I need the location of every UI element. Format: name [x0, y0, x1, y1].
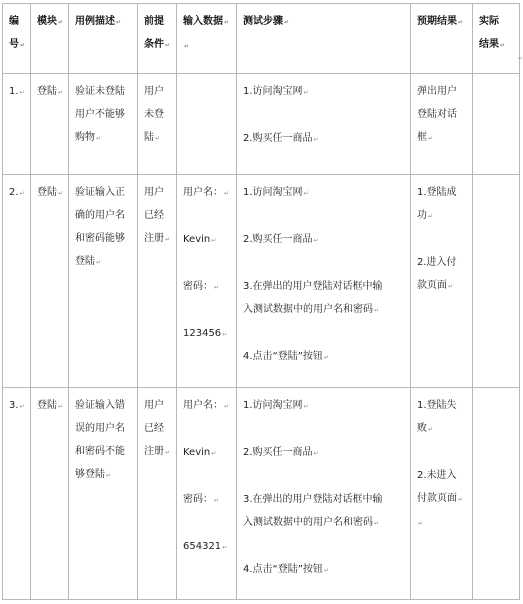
cell-desc: 验证未登陆 用户不能够 购物↵ — [69, 74, 138, 175]
cell-module: 登陆↵ — [31, 388, 69, 600]
cell-steps: 1.访问淘宝网↵ 2.购买任一商品↵ — [237, 74, 411, 175]
cell-module: 登陆↵ — [31, 74, 69, 175]
cell-precondition: 用户 已经 注册↵ — [138, 388, 177, 600]
header-steps: 测试步骤↵ — [237, 4, 411, 74]
cell-no: 2.↵ — [3, 175, 31, 388]
header-module: 模块↵ — [31, 4, 69, 74]
row-end-mark: ↵ — [517, 55, 523, 62]
header-row — [3, 4, 520, 74]
table-row — [3, 175, 520, 388]
cell-input: 用户名：↵ Kevin↵ 密码：↵ 654321↵ — [177, 388, 237, 600]
header-no-line: 号↵ — [9, 39, 26, 50]
cell-expected: 1.登陆成 功↵ 2.进入付 款页面↵ — [411, 175, 473, 388]
cell-actual — [473, 388, 520, 600]
cell-steps: 1.访问淘宝网↵ 2.购买任一商品↵ 3.在弹出的用户登陆对话框中输 入测试数据中的用户名和密码↵ 4.点击“登陆”按钮↵ — [237, 175, 411, 388]
table-row — [3, 74, 520, 175]
cell-expected: 弹出用户 登陆对话 框↵ — [411, 74, 473, 175]
cell-expected: 1.登陆失 败↵ 2.未进入 付款页面↵ ↵ — [411, 388, 473, 600]
header-no-line: 编 — [9, 16, 19, 27]
test-case-table — [2, 3, 520, 600]
header-expected: 预期结果↵ — [411, 4, 473, 74]
header-input: 输入数据↵ ↵ — [177, 4, 237, 74]
header-desc: 用例描述↵ — [69, 4, 138, 74]
cell-desc: 验证输入错 误的用户名 和密码不能 够登陆↵ — [69, 388, 138, 600]
cell-module: 登陆↵ — [31, 175, 69, 388]
cell-input: 用户名：↵ Kevin↵ 密码：↵ 123456↵ — [177, 175, 237, 388]
header-actual: 实际 结果↵ — [473, 4, 520, 74]
cell-precondition: 用户 未登 陆↵ — [138, 74, 177, 175]
table-row — [3, 388, 520, 600]
cell-no: 1.↵ — [3, 74, 31, 175]
cell-desc: 验证输入正 确的用户名 和密码能够 登陆↵ — [69, 175, 138, 388]
cell-no: 3.↵ — [3, 388, 31, 600]
cell-precondition: 用户 已经 注册↵ — [138, 175, 177, 388]
header-precondition: 前提 条件↵ — [138, 4, 177, 74]
cell-actual — [473, 175, 520, 388]
cell-input — [177, 74, 237, 175]
cell-steps: 1.访问淘宝网↵ 2.购买任一商品↵ 3.在弹出的用户登陆对话框中输 入测试数据中的用户名和密码↵ 4.点击“登陆”按钮↵ — [237, 388, 411, 600]
cell-actual — [473, 74, 520, 175]
header-no — [3, 4, 31, 74]
